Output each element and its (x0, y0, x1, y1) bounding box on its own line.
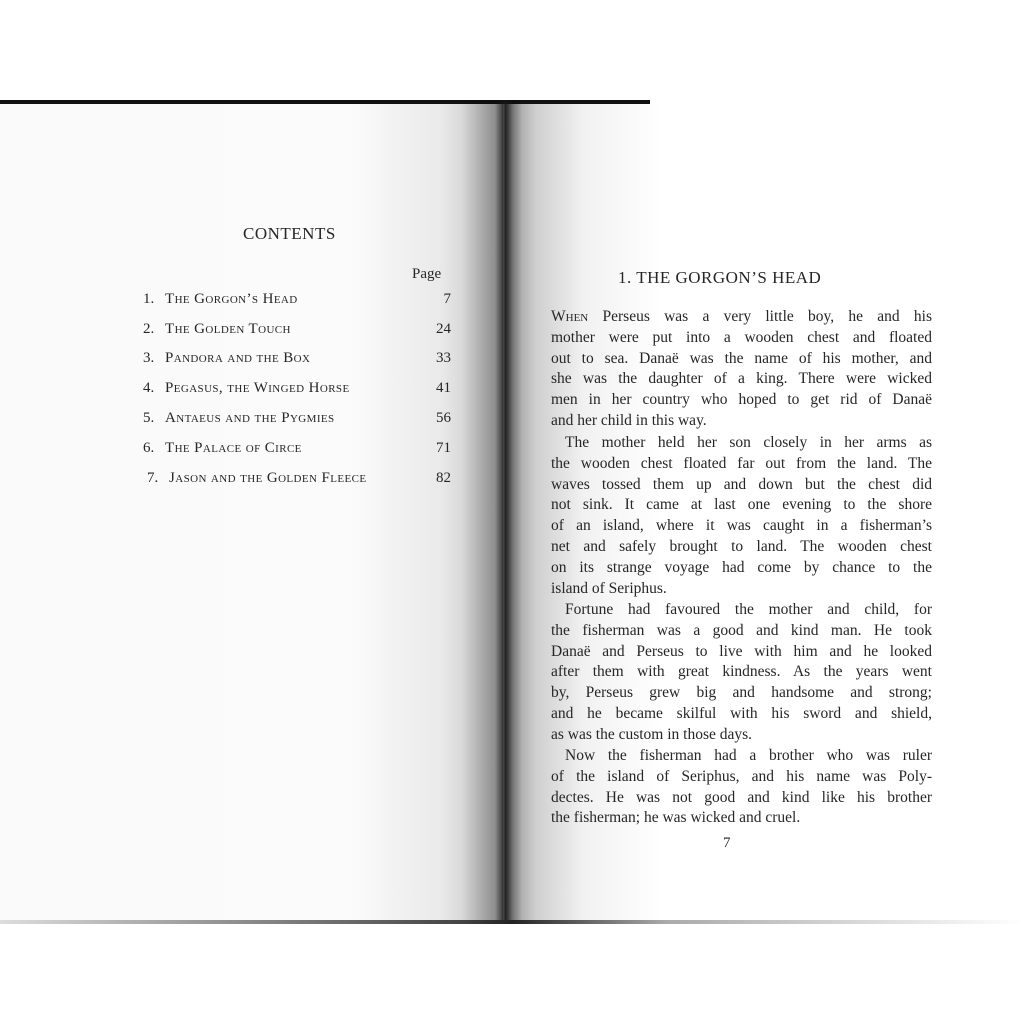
toc-entry-number: 2. (143, 321, 155, 337)
toc-entry[interactable] (143, 380, 451, 402)
open-book (0, 100, 1024, 924)
toc-entry-title: Pegasus, the Winged Horse (165, 380, 350, 396)
chapter-heading: 1. THE GORGON’S HEAD (618, 268, 822, 287)
book-bottom-edge (0, 920, 1024, 924)
book-spine-shadow (462, 100, 522, 924)
toc-entry-number: 5. (143, 410, 155, 426)
toc-entry[interactable] (147, 470, 451, 492)
paragraph: Now the fisherman had a brother who was ruler of the island of Seriphus, and his name was Poly- dectes. He was not good and kind like his brother the fisherman; he was wicked and cruel. (551, 747, 932, 827)
right-page (505, 104, 1024, 922)
toc-entry-title: Pandora and the Box (165, 350, 311, 366)
toc-entry-title: Jason and the Golden Fleece (169, 470, 367, 486)
toc-entry-title: The Gorgon’s Head (165, 291, 298, 307)
toc-entry-number: 3. (143, 350, 155, 366)
toc-entry[interactable] (143, 410, 451, 432)
toc-entry-page: 24 (436, 321, 451, 337)
left-page (0, 104, 503, 922)
toc-entry-number: 7. (147, 470, 159, 486)
page-number: 7 (723, 835, 731, 851)
contents-title: CONTENTS (243, 224, 336, 243)
toc-entry-page: 33 (436, 350, 451, 366)
toc-entry-page: 82 (436, 470, 451, 486)
toc-entry[interactable] (143, 321, 451, 343)
toc-entry[interactable] (143, 291, 451, 313)
toc-entry-number: 6. (143, 440, 155, 456)
toc-entry-page: 71 (436, 440, 451, 456)
toc-entry[interactable] (143, 440, 451, 462)
toc-entry-number: 1. (143, 291, 155, 307)
toc-entry-title: The Palace of Circe (165, 440, 302, 456)
toc-entry-title: The Golden Touch (165, 321, 291, 337)
paragraph: The mother held her son closely in her arms as the wooden chest floated far out from the land. The waves tossed them up and down but the chest did not sink. It came at last one evening to the shore of an island, where it was caught in a fisherman’s net and safely brought to land. The wooden chest on its strange voyage had come by chance to the island of Seriphus. (551, 434, 932, 597)
toc-entry-page: 56 (436, 410, 451, 426)
drop-word: When (551, 308, 589, 325)
toc-entry-title: Antaeus and the Pygmies (165, 410, 335, 426)
paragraph: When Perseus was a very little boy, he and his mother were put into a wooden chest and floated out to sea. Danaë was the name of his mother, and she was the daughter of a king. There were wicked men in her country who hoped to get rid of Danaë and her child in this way. (551, 308, 932, 429)
toc-entry[interactable] (143, 350, 451, 372)
toc-entry-number: 4. (143, 380, 155, 396)
paragraph: Fortune had favoured the mother and child, for the fisherman was a good and kind man. He took Danaë and Perseus to live with him and he looked after them with great kindness. As the years went by, Perseus grew big and handsome and strong; and he became skilful with his sword and shield, as was the custom in those days. (551, 601, 932, 743)
toc-entry-page: 41 (436, 380, 451, 396)
toc-entry-page: 7 (443, 291, 451, 307)
page-column-label: Page (412, 266, 442, 282)
